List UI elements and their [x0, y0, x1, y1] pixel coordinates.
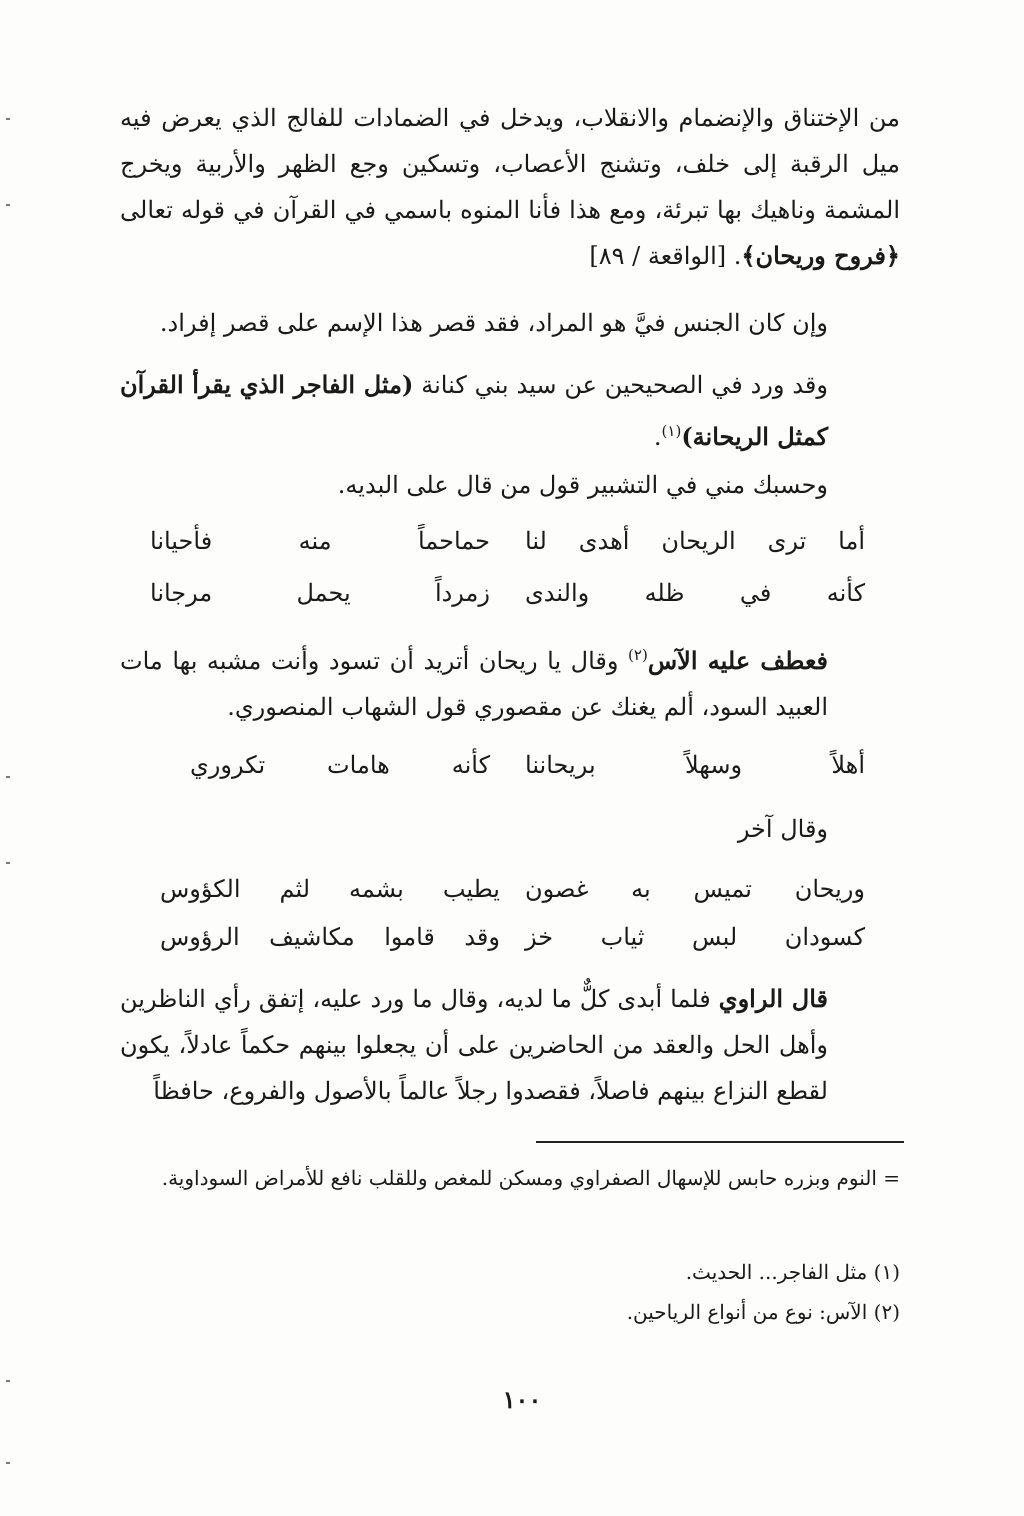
verse-second-hemistich: يطيب بشمه لثم الكؤوس	[160, 875, 500, 903]
paragraph-3-end: .	[653, 423, 662, 451]
verse-first-hemistich: أما ترى الريحان أهدى لنا	[525, 527, 865, 555]
verse-line	[150, 570, 865, 616]
verse-second-hemistich: كأنه هامات تكروري	[190, 751, 490, 779]
paragraph-1	[120, 95, 900, 279]
paragraph-4-text: وحسبك مني في التشبير قول من قال على البديه.	[337, 471, 828, 499]
margin-mark	[6, 1380, 10, 1382]
verse-first-hemistich: كسودان لبس ثياب خز	[525, 923, 865, 951]
hadith-quote: (مثل الفاجر الذي يقرأ القرآن كمثل الريحانة)	[120, 370, 828, 451]
footnote-continuation	[120, 1160, 900, 1196]
footnote-ref-1: (١)	[661, 422, 682, 440]
margin-mark	[6, 204, 10, 206]
paragraph-3	[120, 362, 900, 460]
paragraph-7-text: فلما أبدى كلٌّ ما لديه، وقال ما ورد عليه، إتفق رأي الناظرين وأهل الحل والعقد من الحاضرين على أن يجعلوا بينهم حكماً عادلاً، يكون لقطع النزاع بينهم فاصلاً، فقصدوا رجلاً عالماً بالأصول والفروع، حافظاً	[120, 985, 828, 1105]
paragraph-2	[120, 300, 900, 346]
footnote-1	[120, 1254, 900, 1290]
paragraph-4	[120, 462, 900, 508]
paragraph-3-text: وقد ورد في الصحيحين عن سيد بني كنانة	[421, 371, 828, 399]
paragraph-1-text: من الإختناق والإنضمام والانقلاب، ويدخل في الضمادات للفالج الذي يعرض فيه ميل الرقبة إلى خلف، وتشنج الأعصاب، وتسكين وجع الظهر والأربية ويخرج المشمة وناهيك بها تبرئة، ومع هذا فأنا المنوه باسمي في القرآن في قوله تعالى	[120, 104, 900, 224]
footnote-divider	[536, 1141, 904, 1143]
paragraph-7-lead: قال الراوي	[718, 984, 829, 1013]
margin-mark	[6, 862, 10, 864]
footnote-2-text: (٢) الآس: نوع من أنواع الرياحين.	[626, 1300, 900, 1324]
verse-line	[150, 914, 865, 960]
margin-mark	[6, 776, 10, 778]
paragraph-5-text: وقال يا ريحان أتريد أن تسود وأنت مشبه بها مات العبيد السود، ألم يغنك عن مقصوري قول الشهاب المنصوري.	[120, 647, 828, 721]
verse-line	[150, 866, 865, 912]
verse-second-hemistich: زمرداً يحمل مرجانا	[150, 579, 490, 607]
footnote-continuation-text: = النوم وبزره حابس للإسهال الصفراوي ومسكن للمغص وللقلب نافع للأمراض السوداوية.	[161, 1166, 900, 1190]
paragraph-2-text: وإن كان الجنس فيَّ هو المراد، فقد قصر هذا الإسم على قصر إفراد.	[159, 309, 828, 337]
paragraph-6	[120, 806, 900, 852]
paragraph-5	[120, 632, 900, 730]
verse-line	[150, 518, 865, 564]
verse-first-hemistich: أهلاً وسهلاً بريحاننا	[525, 751, 865, 779]
verse-second-hemistich: وقد قاموا مكاشيف الرؤوس	[160, 923, 500, 951]
verse-first-hemistich: كأنه في ظله والندى	[525, 579, 865, 607]
margin-mark	[6, 118, 10, 120]
verse-line	[150, 742, 865, 788]
margin-mark	[6, 1462, 10, 1464]
verse-first-hemistich: وريحان تميس به غصون	[525, 875, 865, 903]
footnote-2	[120, 1294, 900, 1330]
page-number: ١٠٠	[502, 1385, 542, 1414]
quran-quote: ﴿فروح وريحان﴾	[741, 241, 900, 270]
paragraph-6-text: وقال آخر	[737, 815, 828, 843]
footnote-ref-2: (٢)	[628, 646, 648, 664]
paragraph-5-lead: فعطف عليه الآس	[647, 646, 828, 675]
verse-second-hemistich: حماحماً منه فأحيانا	[150, 527, 490, 555]
quran-reference: . [الواقعة / ٨٩]	[589, 242, 742, 270]
footnote-1-text: (١) مثل الفاجر... الحديث.	[685, 1260, 900, 1284]
paragraph-7	[120, 976, 900, 1114]
